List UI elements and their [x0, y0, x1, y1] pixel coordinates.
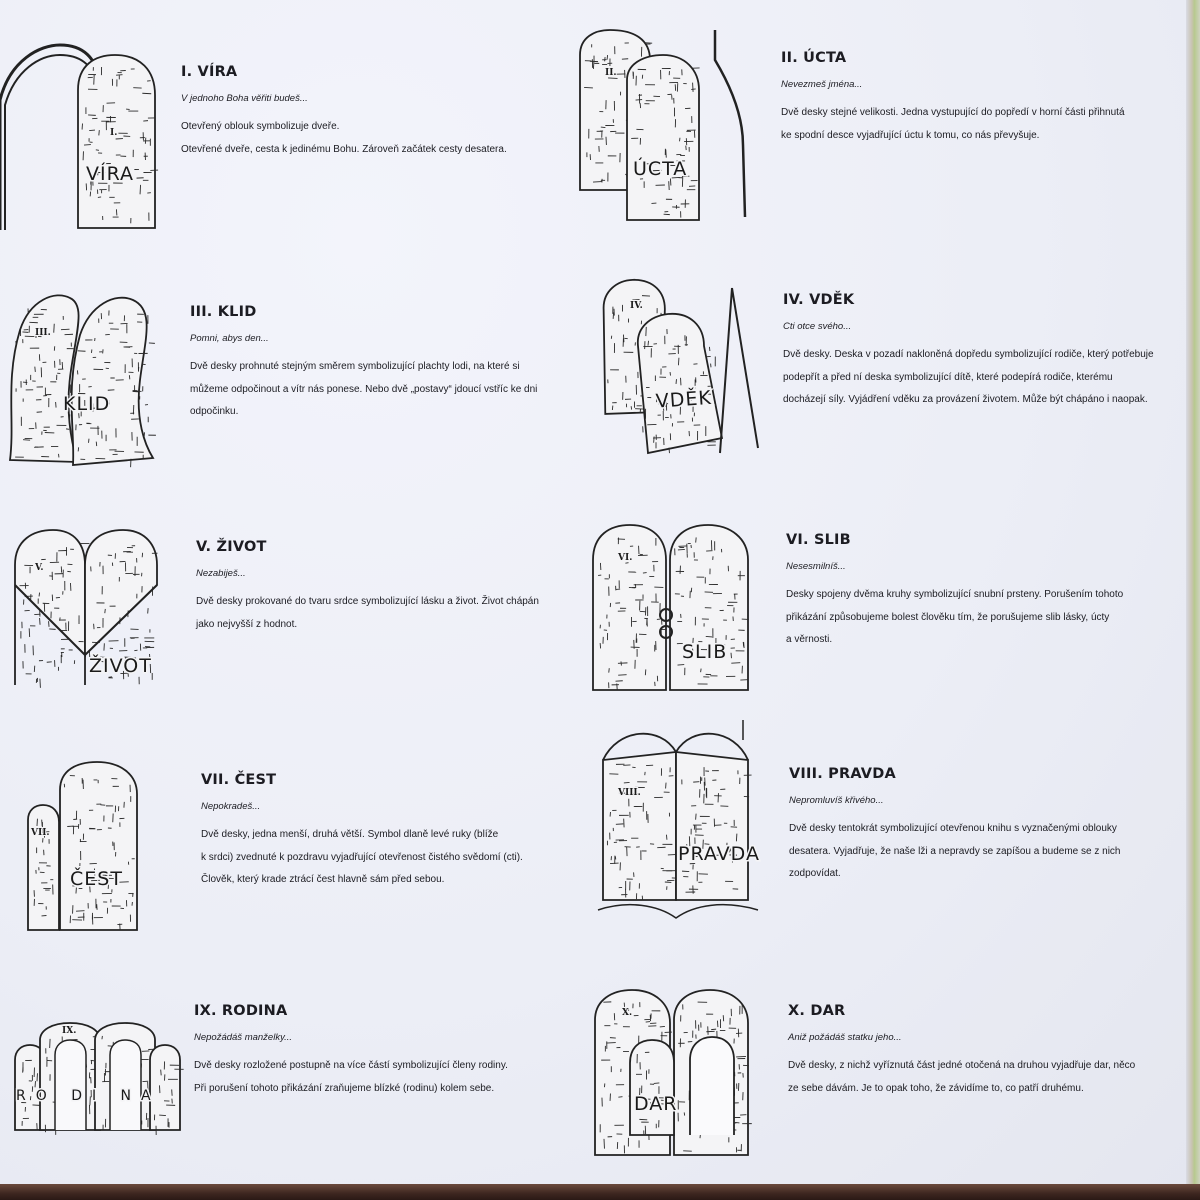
body-line: Otevřené dveře, cesta k jedinému Bohu. Zároveň začátek cesty desatera.	[181, 143, 507, 155]
entry-body	[781, 102, 1125, 147]
drawing-numeral: V.	[35, 563, 44, 573]
entry-body	[194, 1055, 508, 1100]
entry-8	[789, 766, 1121, 886]
drawing-label: VDĚK	[655, 386, 713, 413]
body-line: Člověk, který krade ztrácí čest hlavně sám před sebou.	[201, 874, 445, 885]
drawing-label: SLIB	[682, 641, 728, 663]
entry-10	[788, 1003, 1135, 1100]
entry-subtitle: Nevezmeš jména...	[781, 79, 863, 90]
body-line: docházejí síly. Vyjádření vděku za provázení životem. Může být chápáno i naopak.	[783, 394, 1148, 405]
body-line: Dvě desky tentokrát symbolizující otevřenou knihu s vyznačenými oblouky	[789, 823, 1117, 834]
body-line: Při porušení tohoto přikázání zraňujeme blízké (rodinu) kolem sebe.	[194, 1082, 495, 1094]
drawing-dar	[592, 985, 757, 1160]
entry-9	[194, 1003, 508, 1100]
entry-subtitle: Cti otce svého...	[783, 321, 852, 332]
entry-title: II. ÚCTA	[781, 50, 847, 66]
entry-title: I. VÍRA	[181, 64, 238, 80]
entry-subtitle: Nepromluvíš křivého...	[789, 795, 884, 806]
entry-body	[786, 584, 1123, 652]
entry-subtitle: Aniž požádáš statku jeho...	[788, 1032, 902, 1043]
drawing-vdek	[600, 278, 770, 463]
entry-body	[181, 116, 507, 161]
entry-title: X. DAR	[788, 1003, 846, 1019]
body-line: Desky spojeny dvěma kruhy symbolizující snubní prsteny. Porušením tohoto	[786, 589, 1124, 600]
drawing-slib	[590, 520, 760, 695]
entry-title: VI. SLIB	[786, 532, 851, 548]
entry-1	[181, 64, 507, 161]
drawing-label: ČEST	[70, 868, 123, 890]
entry-title: IX. RODINA	[194, 1003, 288, 1019]
drawing-label: DAR	[634, 1093, 678, 1115]
body-line: přikázání způsobujeme bolest člověku tím, že porušujeme slib lásky, úcty	[786, 611, 1110, 623]
entry-subtitle: V jednoho Boha věřiti budeš...	[181, 93, 308, 104]
body-line: Otevřený oblouk symbolizuje dveře.	[181, 121, 340, 132]
body-line: Dvě desky rozložené postupně na více částí symbolizující členy rodiny.	[194, 1060, 508, 1071]
entry-subtitle: Nepožádáš manželky...	[194, 1032, 293, 1043]
drawing-numeral: IV.	[630, 301, 643, 311]
entry-subtitle: Nepokradeš...	[201, 801, 261, 812]
drawing-vira	[0, 40, 165, 235]
drawing-label: RO DI NA	[16, 1088, 161, 1104]
body-line: Dvě desky. Deska v pozadí nakloněná dopředu symbolizující rodiče, který potřebuje	[783, 349, 1154, 360]
entry-4	[783, 292, 1154, 412]
entry-body	[788, 1055, 1135, 1100]
entry-title: VIII. PRAVDA	[789, 766, 896, 782]
body-line: podepřít a před ní deska symbolizující dítě, které podepírá rodiče, kterému	[783, 371, 1113, 383]
drawing-label: PRAVDA	[678, 843, 760, 865]
body-line: Dvě desky, jedna menší, druhá větší. Symbol dlaně levé ruky (blíže	[201, 829, 499, 840]
body-line: ke spodní desce vyjadřující úctu k tomu, co nás převyšuje.	[781, 129, 1040, 141]
drawing-numeral: II.	[605, 68, 617, 78]
drawing-numeral: VII.	[31, 828, 50, 838]
drawing-label: KLID	[63, 393, 111, 415]
drawing-numeral: III.	[35, 328, 51, 338]
body-line: jako nejvyšší z hodnot.	[196, 618, 298, 630]
body-line: odpočinku.	[190, 406, 239, 417]
drawing-numeral: VIII.	[618, 788, 641, 798]
entry-subtitle: Nezabiješ...	[196, 568, 246, 579]
drawing-rodina	[10, 1020, 185, 1135]
entry-title: IV. VDĚK	[783, 292, 855, 308]
entry-subtitle: Nesesmilníš...	[786, 561, 846, 572]
drawing-klid	[5, 290, 165, 470]
entry-3	[190, 304, 537, 424]
entry-5	[196, 539, 539, 636]
entry-body	[190, 356, 537, 424]
body-line: ze sebe dávám. Je to opak toho, že závidíme to, co patří druhému.	[788, 1082, 1084, 1094]
drawing-pravda	[598, 720, 768, 930]
drawing-numeral: IX.	[62, 1026, 77, 1036]
body-line: zodpovídat.	[789, 868, 841, 879]
body-line: Dvě desky, z nichž vyříznutá část jedné otočená na druhou vyjadřuje dar, něco	[788, 1060, 1136, 1071]
entry-subtitle: Pomni, abys den...	[190, 333, 269, 344]
entry-title: V. ŽIVOT	[196, 539, 267, 555]
body-line: Dvě desky prokované do tvaru srdce symbolizující lásku a život. Život chápán	[196, 596, 539, 607]
body-line: můžeme odpočinout a vítr nás ponese. Nebo dvě „postavy“ jdoucí vstříc ke dni	[190, 383, 538, 395]
entry-title: VII. ČEST	[201, 772, 277, 788]
entry-body	[783, 344, 1154, 412]
entry-6	[786, 532, 1123, 652]
drawing-ucta	[575, 25, 755, 225]
drawing-zivot	[5, 525, 175, 695]
body-line: k srdci) zvednuté k pozdravu vyjadřující otevřenost čistého svědomí (cti).	[201, 851, 523, 863]
entry-7	[201, 772, 523, 892]
body-line: desatera. Vyjadřuje, že naše lži a nepravdy se zapíšou a budeme se z nich	[789, 845, 1121, 857]
body-line: Dvě desky stejné velikosti. Jedna vystupující do popředí v horní části přihnutá	[781, 107, 1125, 118]
drawing-numeral: X.	[622, 1008, 633, 1018]
board-bottom-frame	[0, 1184, 1200, 1200]
entry-body	[196, 591, 539, 636]
drawing-numeral: I.	[110, 128, 118, 138]
drawing-label: ÚCTA	[633, 158, 688, 180]
entry-body	[201, 824, 523, 892]
entry-2	[781, 50, 1125, 147]
drawing-label: ŽIVOT	[89, 655, 152, 677]
drawing-numeral: VI.	[618, 553, 633, 563]
board-right-edge	[1186, 0, 1200, 1185]
drawing-cest	[25, 760, 155, 935]
entry-body	[789, 818, 1121, 886]
body-line: a věrnosti.	[786, 634, 833, 645]
body-line: Dvě desky prohnuté stejným směrem symbolizující plachty lodi, na které si	[190, 361, 520, 372]
entry-title: III. KLID	[190, 304, 257, 320]
drawing-label: VÍRA	[86, 163, 135, 185]
